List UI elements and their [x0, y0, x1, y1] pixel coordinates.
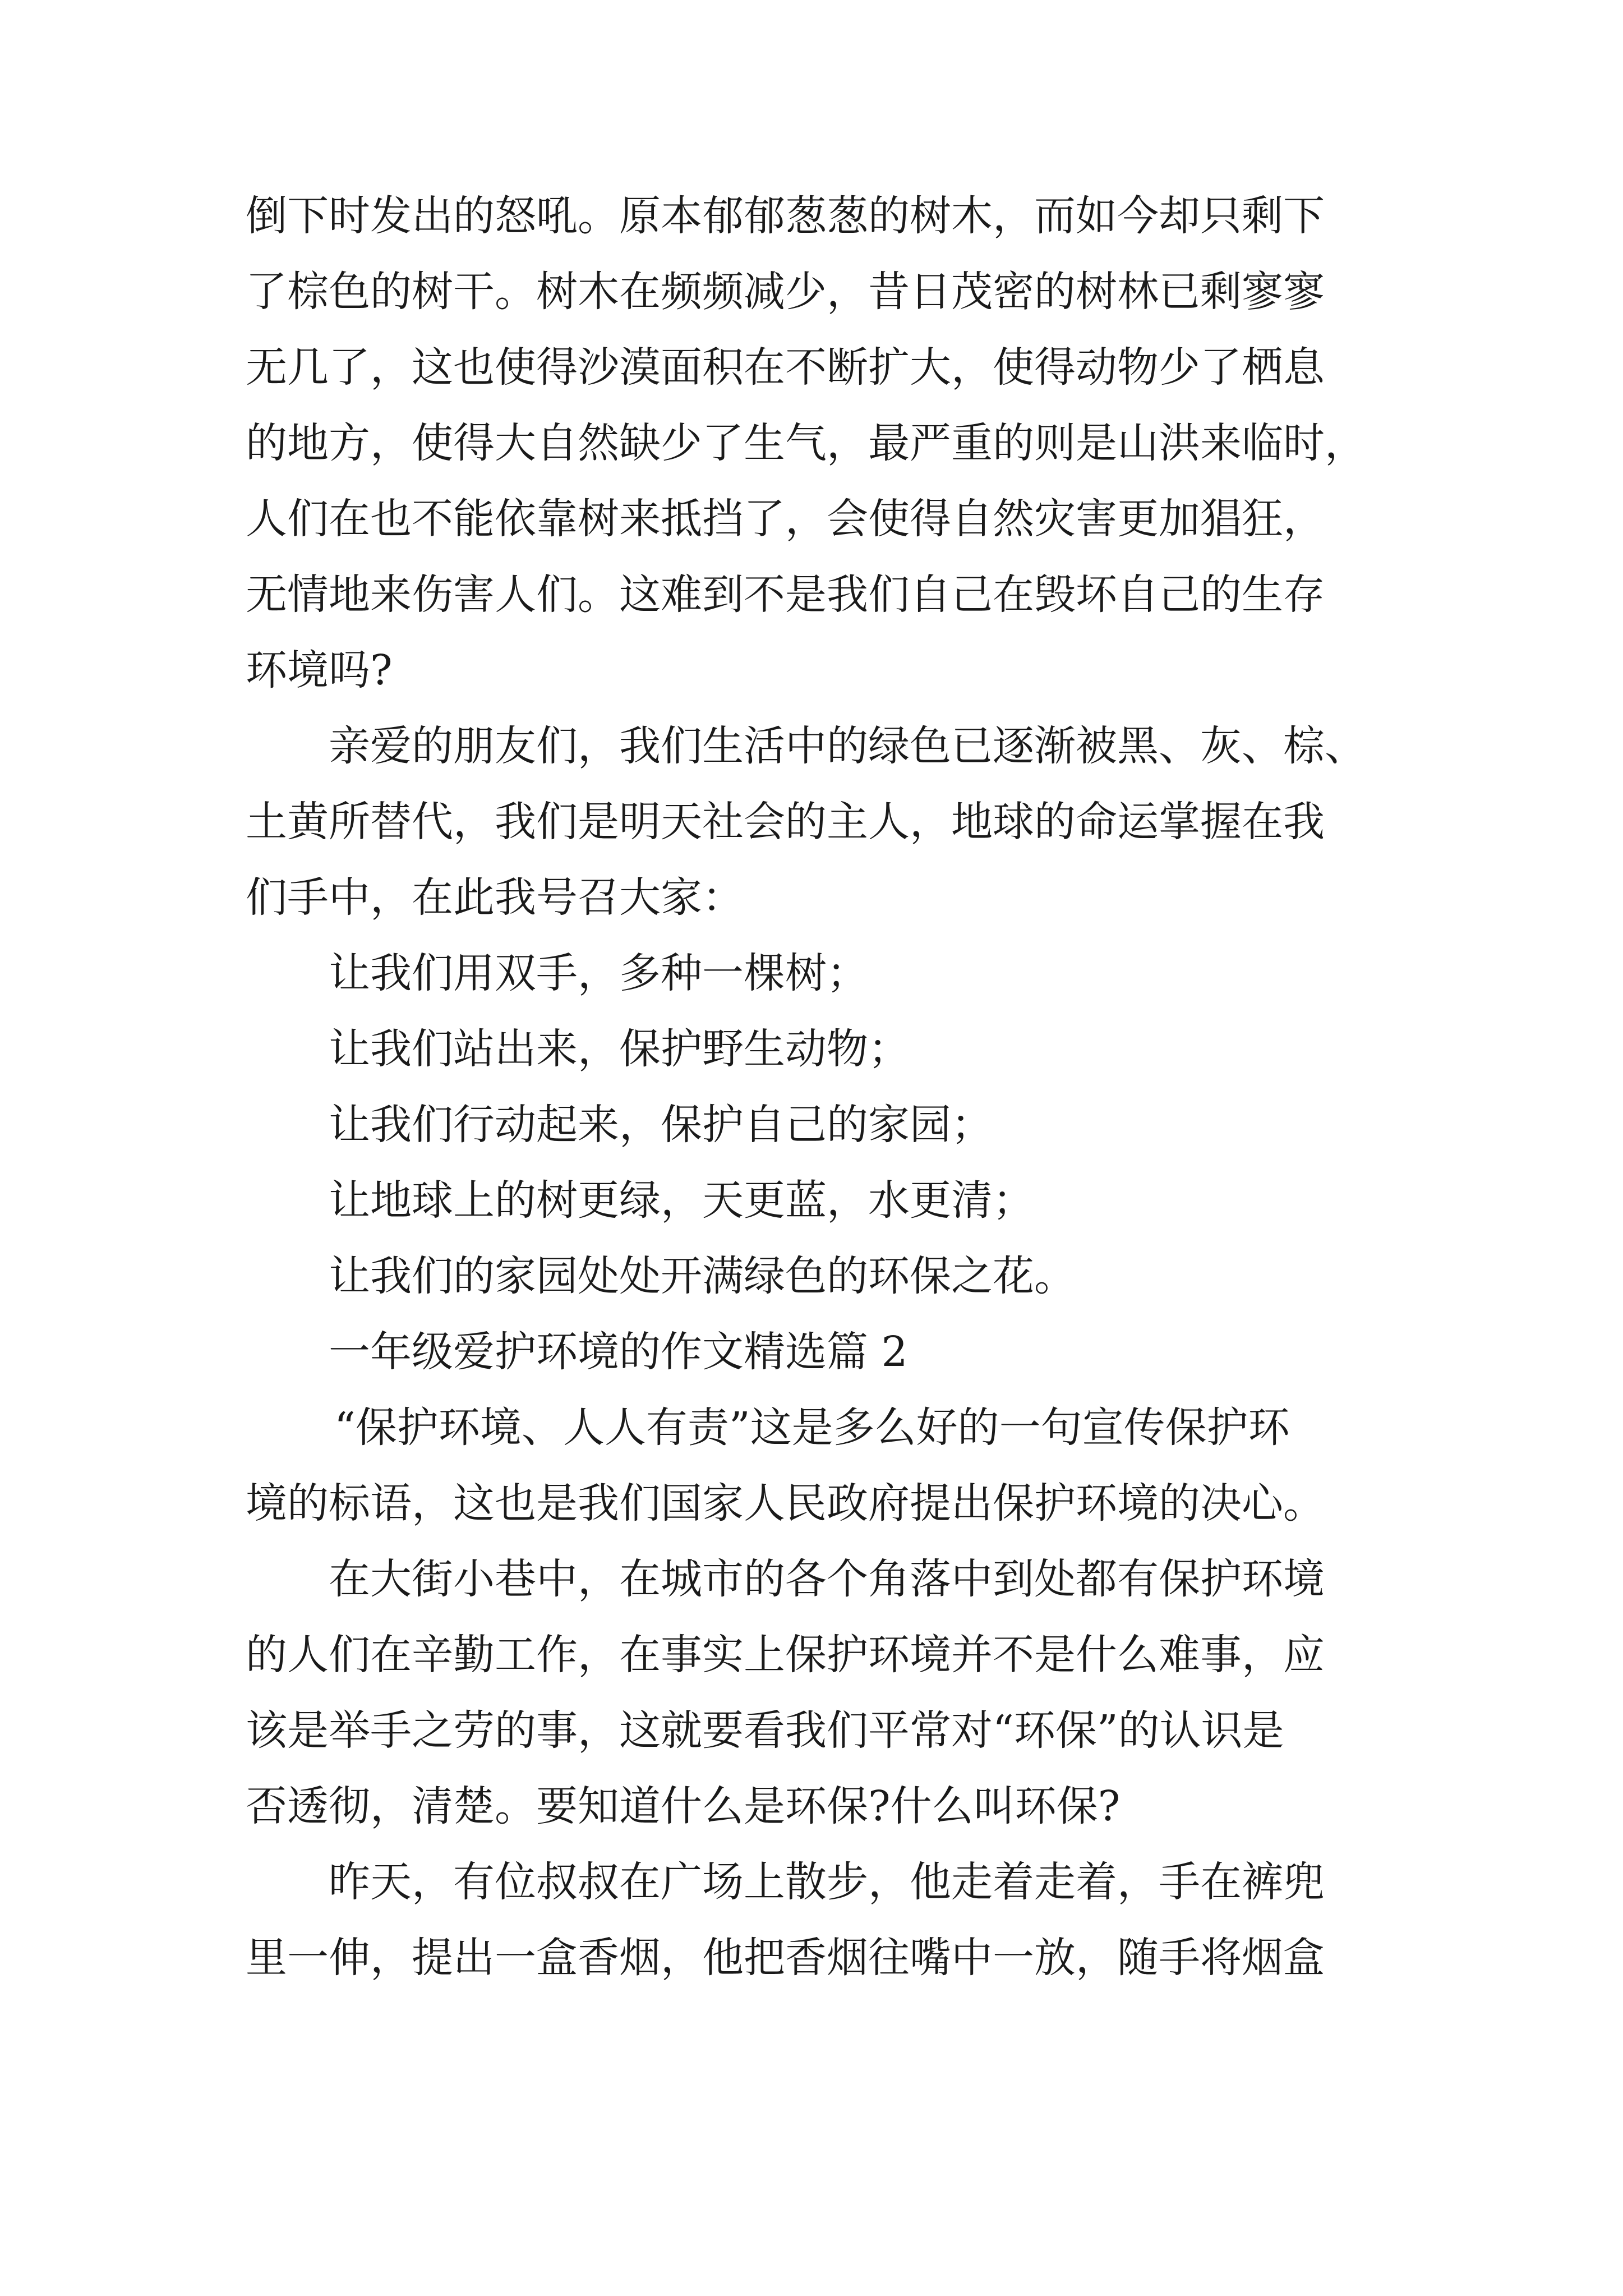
text-line: 无情地来伤害人们。这难到不是我们自己在毁坏自己的生存 — [246, 570, 1325, 619]
text-line: 了棕色的树干。树木在频频减少，昔日茂密的树林已剩寥寥 — [246, 268, 1325, 316]
text-line: 倒下时发出的怒吼。原本郁郁葱葱的树木，而如今却只剩下 — [246, 192, 1325, 240]
text-line: 们手中，在此我号召大家： — [246, 873, 744, 922]
slogan-line: 让我们的家园处处开满绿色的环保之花。 — [329, 1252, 1076, 1300]
slogan-line: 让地球上的树更绿，天更蓝，水更清； — [329, 1176, 1034, 1225]
text-line: 该是举手之劳的事，这就要看我们平常对“环保”的认识是 — [246, 1706, 1284, 1755]
text-line: 境的标语，这也是我们国家人民政府提出保护环境的决心。 — [246, 1479, 1325, 1527]
text-line: 否透彻，清楚。要知道什么是环保?什么叫环保? — [246, 1782, 1121, 1830]
text-line: 土黄所替代，我们是明天社会的主人，地球的命运掌握在我 — [246, 798, 1325, 846]
text-line: 无几了，这也使得沙漠面积在不断扩大，使得动物少了栖息 — [246, 343, 1325, 392]
text-line: 的地方，使得大自然缺少了生气，最严重的则是山洪来临时， — [246, 419, 1366, 467]
slogan-line: 让我们站出来，保护野生动物； — [329, 1025, 910, 1073]
text-line: 的人们在辛勤工作，在事实上保护环境并不是什么难事，应 — [246, 1631, 1325, 1679]
text-line: 人们在也不能依靠树来抵挡了，会使得自然灾害更加猖狂， — [246, 495, 1325, 543]
paragraph-start-line: “保护环境、人人有责”这是多么好的一句宣传保护环 — [334, 1404, 1290, 1452]
section-heading: 一年级爱护环境的作文精选篇 2 — [329, 1328, 908, 1376]
paragraph-start-line: 在大街小巷中，在城市的各个角落中到处都有保护环境 — [329, 1555, 1325, 1603]
paragraph-start-line: 亲爱的朋友们，我们生活中的绿色已逐渐被黑、灰、棕、 — [329, 722, 1366, 770]
slogan-line: 让我们用双手，多种一棵树； — [329, 949, 868, 997]
paragraph-start-line: 昨天，有位叔叔在广场上散步，他走着走着，手在裤兜 — [329, 1858, 1325, 1906]
text-line: 里一伸，提出一盒香烟，他把香烟往嘴中一放，随手将烟盒 — [246, 1934, 1325, 1982]
text-line: 环境吗? — [246, 646, 393, 694]
document-body — [246, 178, 1390, 1996]
slogan-line: 让我们行动起来，保护自己的家园； — [329, 1101, 993, 1149]
